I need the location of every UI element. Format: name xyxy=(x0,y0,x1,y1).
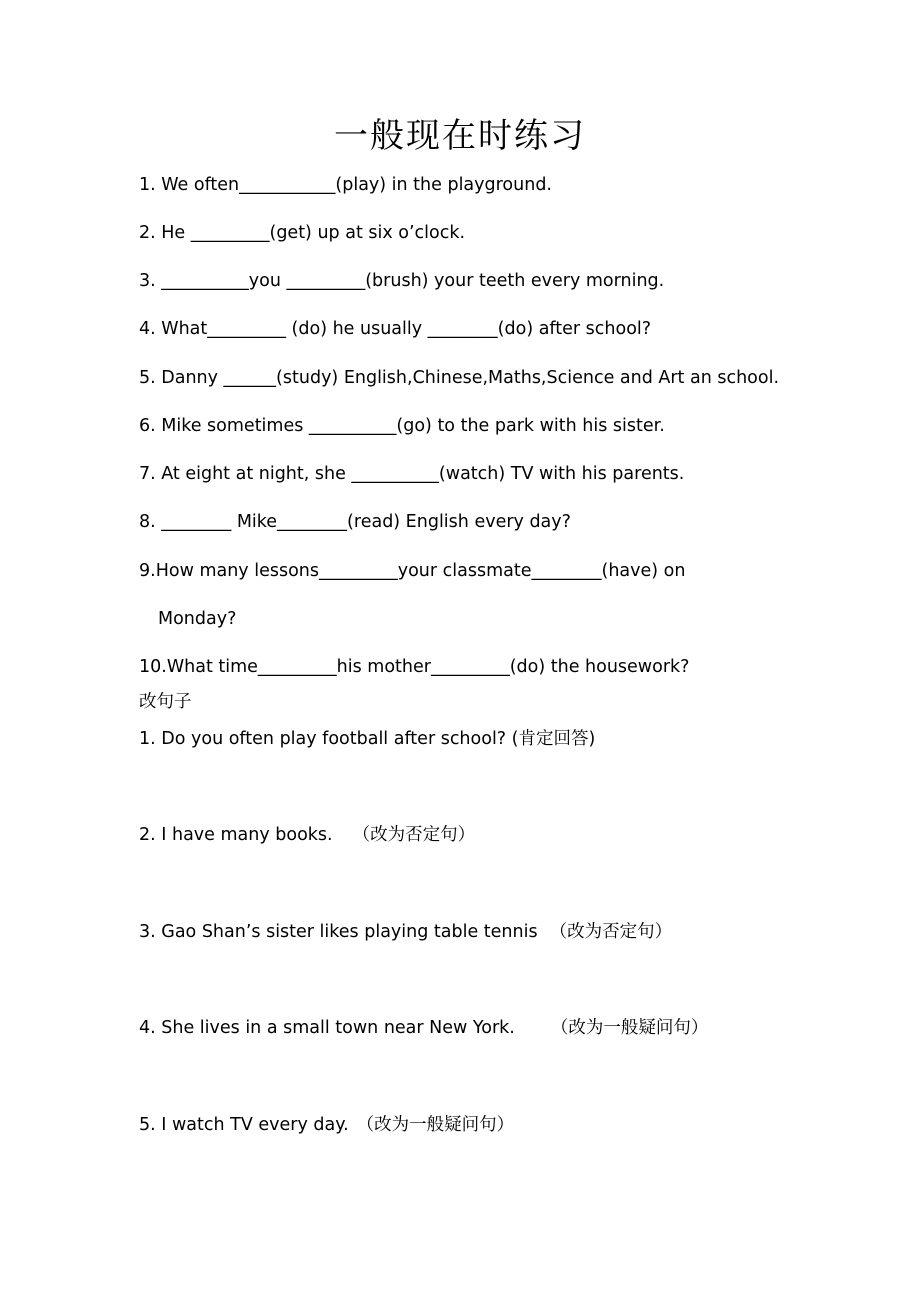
transform-1-sentence: 1. Do you often play football after school? ( xyxy=(139,729,519,749)
transform-5 xyxy=(139,1113,514,1137)
transform-4 xyxy=(139,1016,708,1040)
transform-3-sentence: 3. Gao Shan’s sister likes playing table tennis xyxy=(139,922,538,942)
transform-3-instruction: （改为否定句） xyxy=(549,922,673,942)
transform-1 xyxy=(139,727,595,751)
exercise-4: 4. What_________ (do) he usually ________(do) after school? xyxy=(139,319,652,339)
exercise-7: 7. At eight at night, she __________(watch) TV with his parents. xyxy=(139,464,685,484)
transform-4-sentence: 4. She lives in a small town near New York. xyxy=(139,1018,515,1038)
transform-2-sentence: 2. I have many books. xyxy=(139,825,333,845)
transform-1-tail: ) xyxy=(588,729,596,749)
transform-5-instruction: （改为一般疑问句） xyxy=(356,1115,515,1135)
transform-4-instruction: （改为一般疑问句） xyxy=(550,1018,709,1038)
exercise-9: 9.How many lessons_________your classmate________(have) on xyxy=(139,561,686,581)
exercise-8: 8. ________ Mike________(read) English every day? xyxy=(139,512,571,532)
exercise-10: 10.What time_________his mother_________(do) the housework? xyxy=(139,657,690,677)
transform-2 xyxy=(139,823,475,847)
section-heading: 改句子 xyxy=(139,692,192,712)
exercise-3: 3. __________you _________(brush) your teeth every morning. xyxy=(139,271,665,291)
exercise-9-continued: Monday? xyxy=(158,609,237,629)
exercise-5: 5. Danny ______(study) English,Chinese,Maths,Science and Art an school. xyxy=(139,368,780,388)
transform-5-sentence: 5. I watch TV every day. xyxy=(139,1115,349,1135)
exercise-6: 6. Mike sometimes __________(go) to the park with his sister. xyxy=(139,416,665,436)
exercise-2: 2. He _________(get) up at six o’clock. xyxy=(139,223,466,243)
transform-2-instruction: （改为否定句） xyxy=(352,825,476,845)
transform-1-instruction: 肯定回答 xyxy=(518,729,589,749)
exercise-1: 1. We often___________(play) in the playground. xyxy=(139,175,552,195)
transform-3 xyxy=(139,920,672,944)
worksheet-title: 一般现在时练习 xyxy=(334,116,586,156)
